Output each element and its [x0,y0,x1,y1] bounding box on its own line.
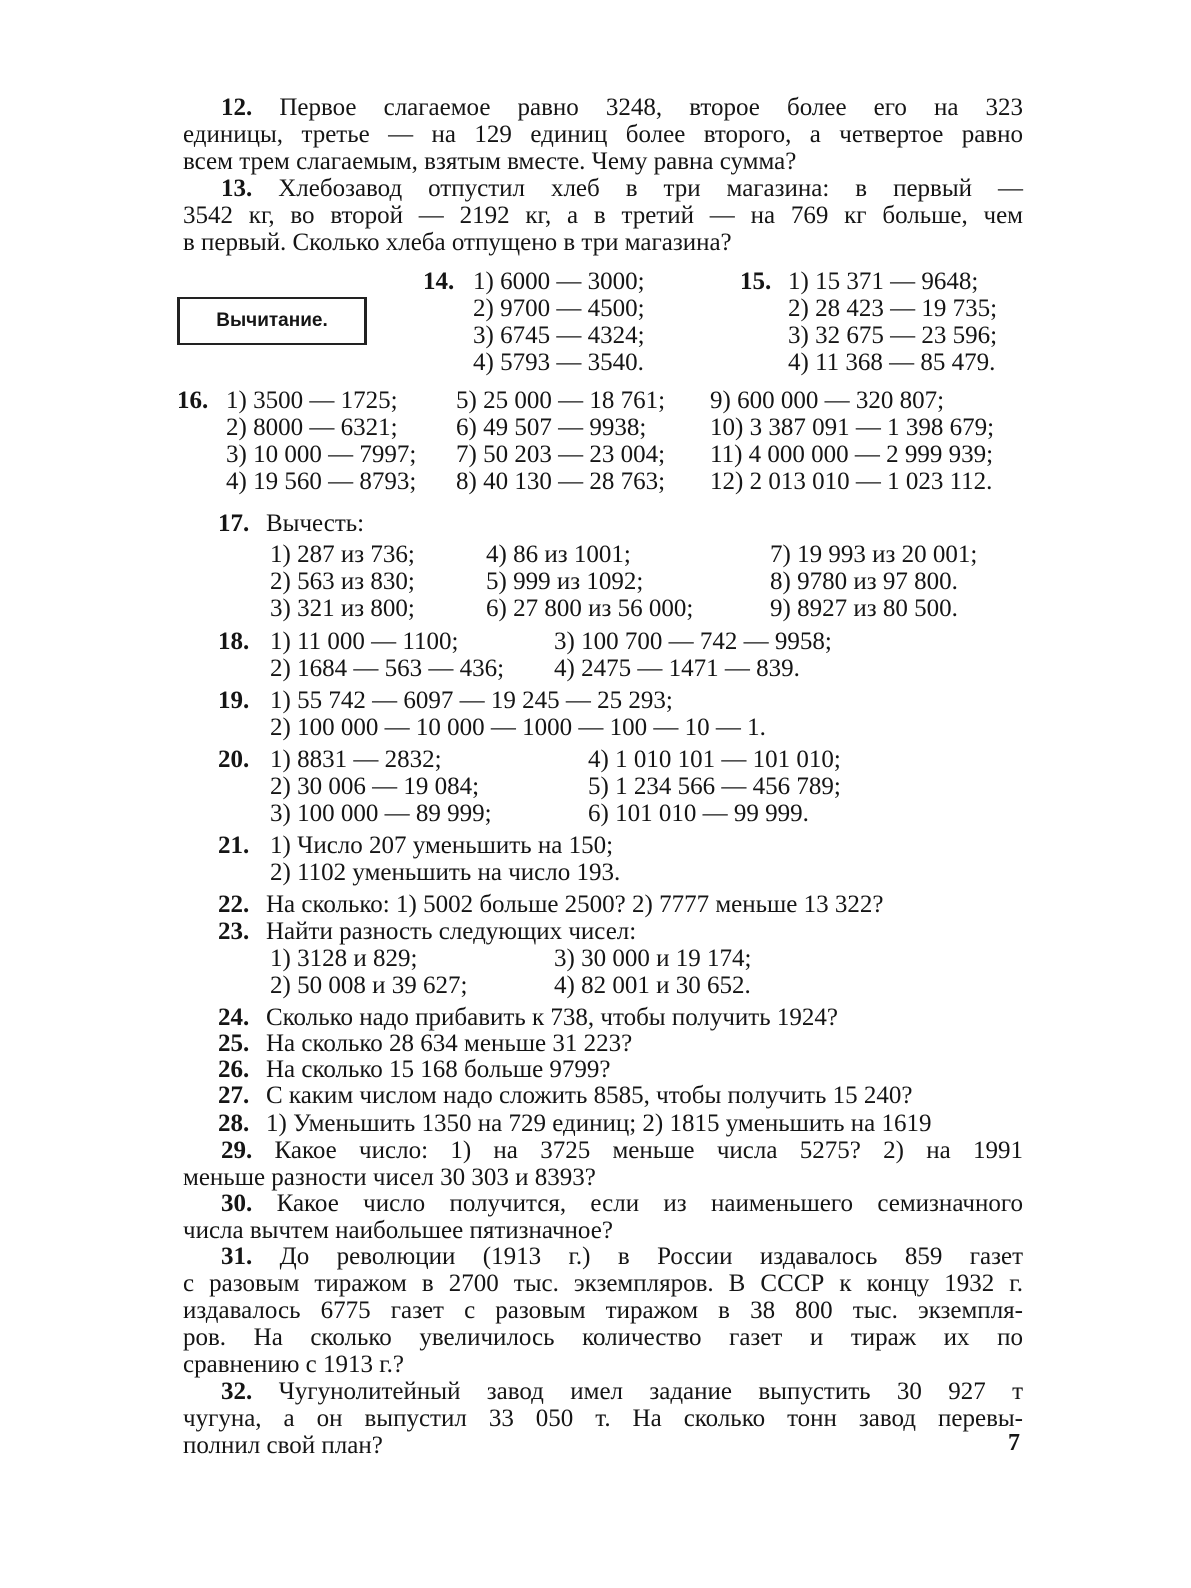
exercise-item: 1) 55 742 — 6097 — 19 245 — 25 293; [270,687,673,714]
exercise-item: 6) 27 800 из 56 000; [486,595,694,622]
problem-text-line: Первое слагаемое равно 3248, второе более его на 323 [279,94,1024,121]
problem-number: 17. [218,510,250,537]
problem-31 [183,1243,1023,1378]
problem-13 [183,175,1023,256]
problem-number: 27. [218,1082,250,1109]
exercise-item: 6) 49 507 — 9938; [456,414,647,441]
problem-number: 14. [423,268,455,295]
exercise-item: 6) 101 010 — 99 999. [588,800,809,827]
problem-number: 18. [218,628,250,655]
exercise-item: 2) 8000 — 6321; [226,414,398,441]
exercise-item: 4) 82 001 и 30 652. [554,972,751,999]
exercise-item: 12) 2 013 010 — 1 023 112. [710,468,993,495]
problem-text-line: сравнению с 1913 г.? [183,1351,405,1378]
exercise-item: 3) 10 000 — 7997; [226,441,417,468]
problem-number: 26. [218,1056,250,1083]
problem-number: 13. [221,175,253,202]
exercise-item: 9) 600 000 — 320 807; [710,387,945,414]
problem-text-line: меньше разности чисел 30 303 и 8393? [183,1164,596,1191]
exercise-item: 3) 100 000 — 89 999; [270,800,492,827]
exercise-item: 2) 100 000 — 10 000 — 1000 — 100 — 10 — 1. [270,714,766,741]
exercise-item: 3) 321 из 800; [270,595,415,622]
exercise-item: 5) 999 из 1092; [486,568,644,595]
exercise-item: 2) 563 из 830; [270,568,415,595]
problem-number: 28. [218,1110,250,1137]
problem-text-line: чугуна, а он выпустил 33 050 т. На сколько тонн завод перевы- [183,1405,1023,1432]
exercise-item: 1) 3500 — 1725; [226,387,398,414]
problem-text-line: ров. На сколько увеличилось количество газет и тираж их по [183,1324,1023,1351]
exercise-item: 2) 28 423 — 19 735; [788,295,998,322]
problem-text: Сколько надо прибавить к 738, чтобы получить 1924? [266,1004,838,1031]
exercise-item: 11) 4 000 000 — 2 999 939; [710,441,994,468]
problem-text: С каким числом надо сложить 8585, чтобы получить 15 240? [266,1082,913,1109]
problem-number: 23. [218,918,250,945]
problem-number: 29. [221,1137,253,1164]
exercise-item: 1) Число 207 уменьшить на 150; [270,832,614,859]
exercise-item: 2) 1102 уменьшить на число 193. [270,859,621,886]
exercise-item: 7) 19 993 из 20 001; [770,541,978,568]
exercise-item: 2) 50 008 и 39 627; [270,972,468,999]
problem-number: 30. [221,1190,253,1217]
exercise-item: 3) 32 675 — 23 596; [788,322,998,349]
problem-text-line: в первый. Сколько хлеба отпущено в три магазина? [183,229,732,256]
exercise-item: 5) 25 000 — 18 761; [456,387,666,414]
exercise-item: 4) 1 010 101 — 101 010; [588,746,841,773]
exercise-item: 8) 40 130 — 28 763; [456,468,666,495]
problem-text: На сколько: 1) 5002 больше 2500? 2) 7777 меньше 13 322? [266,891,884,918]
exercise-item: 1) 287 из 736; [270,541,415,568]
problem-number: 21. [218,832,250,859]
problem-text: На сколько 15 168 больше 9799? [266,1056,611,1083]
exercise-item: 1) 3128 и 829; [270,945,418,972]
problem-number: 32. [221,1378,253,1405]
exercise-item: 9) 8927 из 80 500. [770,595,958,622]
exercise-item: 2) 1684 — 563 — 436; [270,655,505,682]
problem-text-line: числа вычтем наибольшее пятизначное? [183,1217,613,1244]
problem-number: 12. [221,94,253,121]
exercise-item: 4) 5793 — 3540. [473,349,644,376]
problem-text-line: Чугунолитейный завод имел задание выпустить 30 927 т [278,1378,1023,1405]
exercise-item: 5) 1 234 566 — 456 789; [588,773,841,800]
problem-text: Найти разность следующих чисел: [266,918,637,945]
section-heading-box: Вычитание. [177,297,367,345]
exercise-item: 1) 15 371 — 9648; [788,268,979,295]
problem-text-line: полнил свой план? [183,1432,383,1459]
exercise-item: 4) 2475 — 1471 — 839. [554,655,800,682]
problem-29 [183,1137,1023,1191]
problem-12 [183,94,1023,175]
problem-number: 15. [740,268,772,295]
problem-text-line: 3542 кг, во второй — 2192 кг, а в третий — на 769 кг больше, чем [183,202,1023,229]
problem-text: 1) Уменьшить 1350 на 729 единиц; 2) 1815 уменьшить на 1619 [266,1110,932,1137]
problem-number: 19. [218,687,250,714]
exercise-item: 4) 11 368 — 85 479. [788,349,996,376]
exercise-item: 1) 6000 — 3000; [473,268,645,295]
problem-30 [183,1190,1023,1244]
problem-text-line: издавалось 6775 газет с разовым тиражом в 38 800 тыс. экземпля- [183,1297,1023,1324]
problem-text-line: Какое число получится, если из наименьшего семизначного [276,1190,1023,1217]
exercise-item: 3) 100 700 — 742 — 9958; [554,628,832,655]
problem-number: 25. [218,1030,250,1057]
problem-number: 20. [218,746,250,773]
exercise-item: 1) 11 000 — 1100; [270,628,459,655]
exercise-item: 8) 9780 из 97 800. [770,568,958,595]
problem-number: 16. [177,387,209,414]
problem-number: 31. [221,1243,253,1270]
exercise-item: 2) 30 006 — 19 084; [270,773,480,800]
problem-text-line: Какое число: 1) на 3725 меньше числа 5275? 2) на 1991 [274,1137,1023,1164]
exercise-item: 7) 50 203 — 23 004; [456,441,666,468]
problem-text-line: с разовым тиражом в 2700 тыс. экземпляров. В СССР к концу 1932 г. [183,1270,1023,1297]
page-number: 7 [1008,1430,1020,1456]
exercise-item: 2) 9700 — 4500; [473,295,645,322]
problem-text-line: всем трем слагаемым, взятым вместе. Чему равна сумма? [183,148,797,175]
problem-32 [183,1378,1023,1459]
exercise-item: 3) 6745 — 4324; [473,322,645,349]
exercise-item: 10) 3 387 091 — 1 398 679; [710,414,995,441]
problem-number: 24. [218,1004,250,1031]
problem-text-line: Хлебозавод отпустил хлеб в три магазина: в первый — [278,175,1023,202]
problem-text-line: До революции (1913 г.) в России издавалось 859 газет [279,1243,1023,1270]
problem-text-line: единицы, третье — на 129 единиц более второго, а четвертое равно [183,121,1023,148]
exercise-item: 4) 19 560 — 8793; [226,468,417,495]
exercise-item: 3) 30 000 и 19 174; [554,945,752,972]
exercise-item: 4) 86 из 1001; [486,541,631,568]
problem-text: На сколько 28 634 меньше 31 223? [266,1030,633,1057]
problem-title: Вычесть: [266,510,365,537]
problem-number: 22. [218,891,250,918]
exercise-item: 1) 8831 — 2832; [270,746,442,773]
